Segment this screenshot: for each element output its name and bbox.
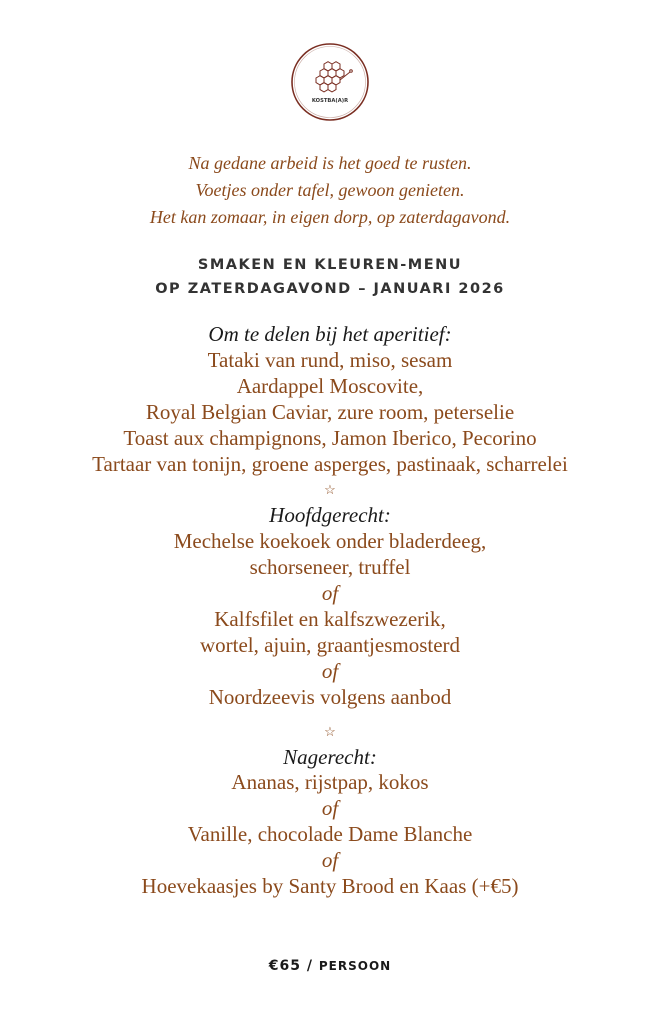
price-amount: €65 / [268,958,313,974]
menu-title-line: SMAKEN EN KLEUREN-MENU [197,257,463,273]
menu-item: Hoevekaasjes by Santy Brood en Kaas (+€5) [141,874,519,899]
menu-item: schorseneer, truffel [249,555,411,580]
kostbaar-logo [290,42,370,122]
or-connector: of [321,848,339,873]
menu-item: Kalfsfilet en kalfszwezerik, [214,606,446,631]
menu-item: Aardappel Moscovite, [236,373,424,398]
menu-item: Royal Belgian Caviar, zure room, peterselie [145,399,515,424]
menu-item: Toast aux champignons, Jamon Iberico, Pecorino [123,425,537,450]
star-separator-icon: ☆ [324,723,336,739]
menu-item: Mechelse koekoek onder bladerdeeg, [173,529,487,554]
menu-courses [0,322,660,900]
menu-item: Tartaar van tonijn, groene asperges, pastinaak, scharrelei [92,451,568,476]
aperitief-heading: Om te delen bij het aperitief: [208,322,452,346]
or-connector: of [321,581,339,606]
menu-item: Noordzeevis volgens aanbod [208,684,452,709]
menu-item: Tataki van rund, miso, sesam [207,347,453,372]
hoofdgerecht-heading: Hoofdgerecht: [269,503,391,528]
price-unit: PERSOON [318,959,392,973]
poem-line: Voetjes onder tafel, gewoon genieten. [195,180,465,200]
nagerecht-heading: Nagerecht: [283,744,377,769]
honeycomb-logo-icon [290,42,370,122]
menu-item: wortel, ajuin, graantjesmosterd [199,632,461,657]
or-connector: of [321,658,339,683]
price [0,958,660,974]
menu-item: Vanille, chocolade Dame Blanche [187,822,473,847]
poem-line: Het kan zomaar, in eigen dorp, op zaterdagavond. [149,207,511,227]
poem-line: Na gedane arbeid is het goed te rusten. [188,153,472,173]
menu-title [0,253,660,301]
logo-text: KOSTBA(A)R [311,98,349,104]
poem [0,150,660,231]
or-connector: of [321,796,339,821]
star-separator-icon: ☆ [324,482,336,498]
menu-title-line: OP ZATERDAGAVOND – JANUARI 2026 [155,281,505,297]
menu-item: Ananas, rijstpap, kokos [231,770,429,795]
